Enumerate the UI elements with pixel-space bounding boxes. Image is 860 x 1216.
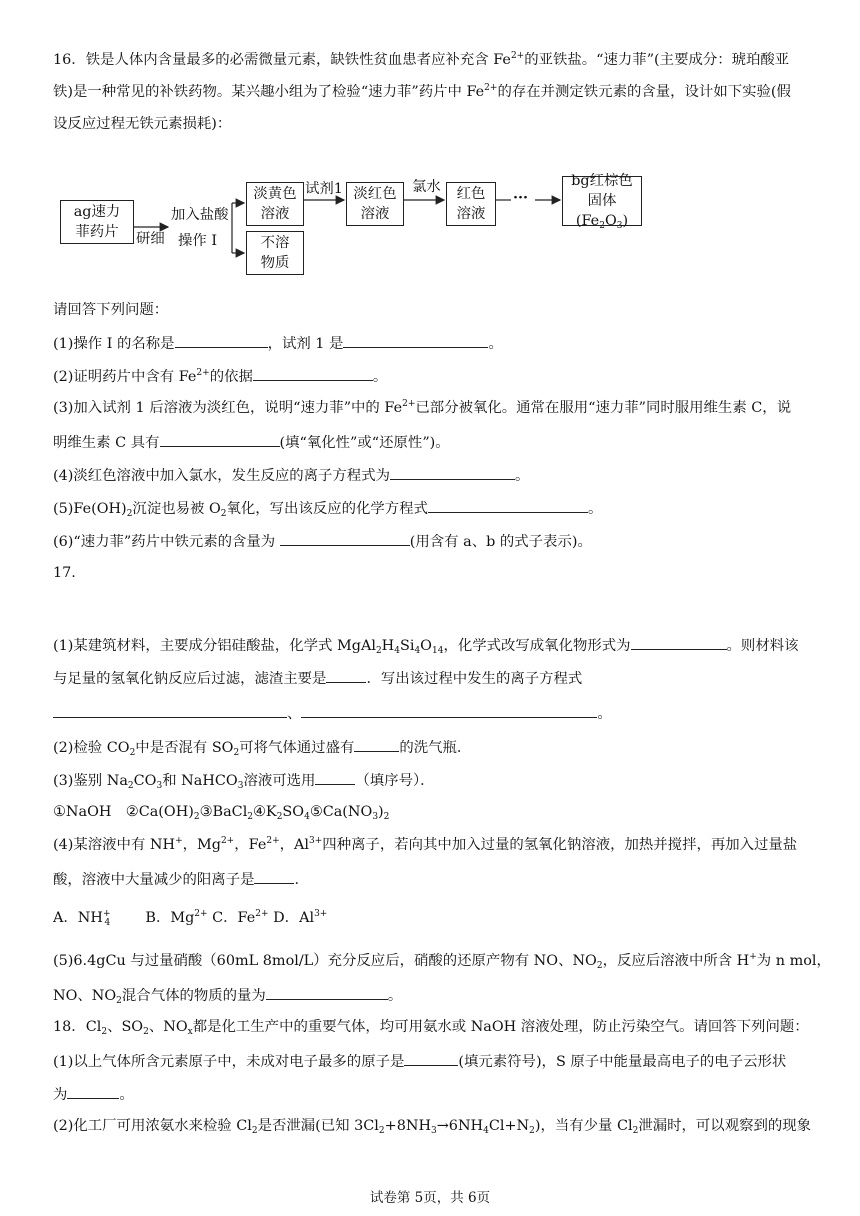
q16-part-2: (2)证明药片中含有 $Fe^{2+}$的依据 。: [53, 365, 387, 387]
answer-blank[interactable]: [315, 769, 355, 785]
label-dots: ···: [513, 189, 529, 206]
q16-line-1: 16．铁是人体内含量最多的必需微量元素，缺铁性贫血患者应补充含 $Fe^{2+}$的亚铁盐。“速力菲”(主要成分：琥珀酸亚: [53, 51, 790, 68]
q18-part-2: (2)化工厂可用浓氨水来检验 $Cl_2$是否泄漏(已知 $3Cl_2+8NH_3\to 6NH_4Cl+N_2$)，当有少量 $Cl_2$泄漏时，可以观察到的现象: [53, 1118, 812, 1136]
choice-d[interactable]: D．$Al^{3+}$: [273, 909, 328, 926]
flow-arrows: [0, 0, 860, 300]
answer-blank[interactable]: [266, 984, 388, 1000]
answer-blank[interactable]: [160, 431, 280, 447]
label-operation: 操作 I: [178, 233, 218, 249]
box-pale-red: 淡红色溶液: [346, 182, 404, 226]
q17-part-1: (1)某建筑材料，主要成分铝硅酸盐，化学式 $MgAl_2H_4Si_4O_{14}$，化学式改写成氧化物形式为 。则材料该: [53, 634, 799, 656]
q16-part-5: $(5)Fe(OH)_2$沉淀也易被 $O_2$氧化，写出该反应的化学方程式 。: [53, 497, 602, 519]
answer-blank[interactable]: [301, 702, 597, 718]
q17-part-5: (5)6.4gCu 与过量硝酸（60mL 8mol/L）充分反应后，硝酸的还原产物有 NO、$NO_2$，反应后溶液中所含 H+为 n mol，: [53, 952, 831, 971]
q16-part-3: (3)加入试剂 1 后溶液为淡红色，说明“速力菲”中的 $Fe^{2+}$已部分被氧化。通常在服用“速力菲”同时服用维生素 C，说: [53, 399, 792, 416]
answer-blank[interactable]: [404, 1050, 458, 1066]
box-insoluble: 不溶物质: [246, 231, 304, 275]
label-grind: 研细: [136, 231, 165, 247]
q16-part-4: (4)淡红色溶液中加入氯水，发生反应的离子方程式为 。: [53, 464, 529, 486]
q17-part-3-options: ①NaOH $②Ca(OH)_2③BaCl_2④K_2SO_4⑤Ca(NO_3)_2$: [53, 804, 390, 822]
q17-part-2: (2)检验 $CO_2$中是否混有 $SO_2$可将气体通过盛有 的洗气瓶．: [53, 736, 471, 758]
q16-prompt: 请回答下列问题：: [53, 302, 169, 318]
answer-blank[interactable]: [354, 736, 399, 752]
answer-blank[interactable]: [326, 667, 366, 683]
q18-line-1: 18．$Cl_2$、$SO_2$、$NO_x$都是化工生产中的重要气体，均可用氨水或 NaOH 溶液处理，防止污染空气。请回答下列问题：: [53, 1019, 809, 1037]
page-footer: 试卷第 5页，共 6页: [369, 1190, 491, 1206]
q16-part-1: (1)操作 I 的名称是 ，试剂 1 是 。: [53, 332, 503, 354]
label-chlorine-water: 氯水: [412, 179, 441, 195]
box-pale-yellow: 淡黄色溶液: [246, 182, 304, 226]
choice-a[interactable]: A．$NH^+_4$: [53, 909, 111, 928]
q16-part-6: (6)“速力菲”药片中铁元素的含量为 (用含有 a、b 的式子表示)。: [53, 530, 592, 552]
answer-blank[interactable]: [280, 530, 410, 546]
answer-blank[interactable]: [631, 634, 727, 650]
box-red-brown-solid: bg红棕色 固体$(Fe_2O_3)$: [562, 176, 642, 226]
q17-part-4-cont: 酸，溶液中大量减少的阳离子是 ．: [53, 868, 309, 890]
answer-blank[interactable]: [253, 365, 373, 381]
answer-blank[interactable]: [343, 332, 488, 348]
answer-blank[interactable]: [175, 332, 268, 348]
q16-line-3: 设反应过程无铁元素损耗)：: [53, 116, 232, 132]
box-tablet: ag速力菲药片: [60, 200, 134, 244]
q17-part-4: (4)某溶液中有 NH+，$Mg^{2+}$，$Fe^{2+}$，$Al^{3+}$四种离子，若向其中加入过量的氢氧化钠溶液，加热并搅拌，再加入过量盐: [53, 836, 798, 853]
box-red: 红色溶液: [446, 182, 496, 226]
answer-blank[interactable]: [254, 868, 294, 884]
q17-part-3: (3)鉴别 $Na_2CO_3$和 NaHCO$_3$溶液可选用 （填序号）．: [53, 769, 435, 791]
choice-b[interactable]: B．$Mg^{2+}$: [145, 909, 208, 926]
q17-number: 17.: [53, 565, 76, 581]
choice-c[interactable]: C．$Fe^{2+}$: [212, 909, 269, 926]
q16-part-3-cont: 明维生素 C 具有 (填“氧化性”或“还原性”)。: [53, 431, 450, 453]
label-reagent-1: 试剂1: [305, 181, 343, 197]
answer-blank[interactable]: [67, 1083, 119, 1099]
label-add-acid: 加入盐酸: [171, 207, 229, 223]
answer-blank[interactable]: [390, 464, 515, 480]
q17-part-1-cont: 与足量的氢氧化钠反应后过滤，滤渣主要是 ．写出该过程中发生的离子方程式: [53, 667, 582, 689]
answer-blank[interactable]: [53, 702, 287, 718]
q17-part-4-choices: [53, 908, 327, 928]
q16-line-2: 铁)是一种常见的补铁药物。某兴趣小组为了检验“速力菲”药片中 $Fe^{2+}$的存在并测定铁元素的含量，设计如下实验(假: [53, 83, 791, 100]
q18-part-1: (1)以上气体所含元素原子中，未成对电子最多的原子是 (填元素符号)，S 原子中能量最高电子的电子云形状: [53, 1050, 786, 1072]
q18-part-1-cont: 为 。: [53, 1083, 134, 1105]
q17-part-5-cont: NO、$NO_2$混合气体的物质的量为 。: [53, 984, 402, 1006]
q17-part-1-blanks: 、 。: [53, 702, 612, 724]
answer-blank[interactable]: [428, 497, 588, 513]
